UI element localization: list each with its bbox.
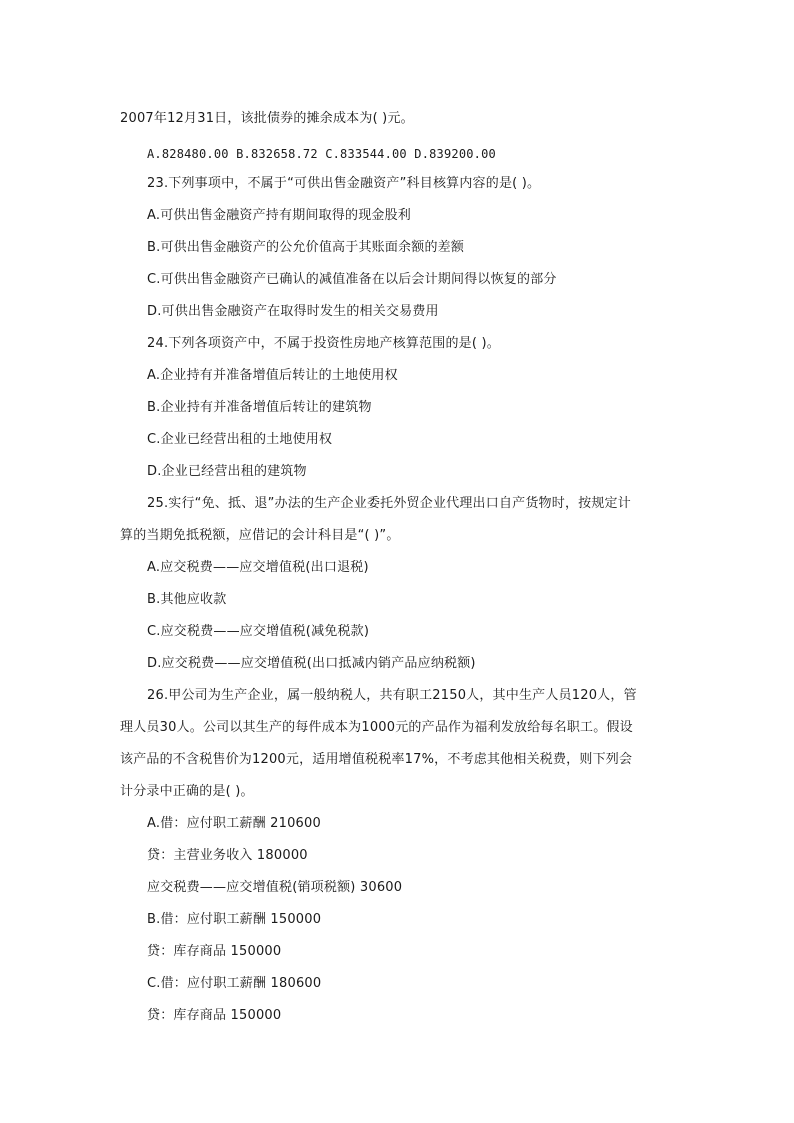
question-26-line-4: 计分录中正确的是( )。 <box>120 784 254 799</box>
option-24-b: B.企业持有并准备增值后转让的建筑物 <box>147 400 372 415</box>
option-25-d: D.应交税费——应交增值税(出口抵减内销产品应纳税额) <box>147 656 476 671</box>
question-25-line-2: 算的当期免抵税额，应借记的会计科目是“( )”。 <box>120 528 400 543</box>
option-24-c: C.企业已经营出租的土地使用权 <box>147 432 333 447</box>
option-26-a-credit-1: 贷：主营业务收入 180000 <box>147 848 308 863</box>
option-23-a: A.可供出售金融资产持有期间取得的现金股利 <box>147 208 411 223</box>
option-26-b-debit: B.借：应付职工薪酬 150000 <box>147 912 322 927</box>
option-25-a: A.应交税费——应交增值税(出口退税) <box>147 560 369 575</box>
option-26-c-credit: 贷：库存商品 150000 <box>147 1008 282 1023</box>
option-26-b-credit: 贷：库存商品 150000 <box>147 944 282 959</box>
option-26-a-debit: A.借：应付职工薪酬 210600 <box>147 816 321 831</box>
option-23-c: C.可供出售金融资产已确认的减值准备在以后会计期间得以恢复的部分 <box>147 272 557 287</box>
question-26-line-3: 该产品的不含税售价为1200元，适用增值税税率17%，不考虑其他相关税费，则下列会 <box>120 752 633 767</box>
option-26-a-credit-2: 应交税费——应交增值税(销项税额) 30600 <box>147 880 403 895</box>
question-26-line-1: 26.甲公司为生产企业，属一般纳税人，共有职工2150人，其中生产人员120人，管 <box>147 688 637 703</box>
option-24-a: A.企业持有并准备增值后转让的土地使用权 <box>147 368 398 383</box>
option-25-b: B.其他应收款 <box>147 592 227 607</box>
option-25-c: C.应交税费——应交增值税(减免税款) <box>147 624 370 639</box>
option-23-d: D.可供出售金融资产在取得时发生的相关交易费用 <box>147 304 439 319</box>
option-23-b: B.可供出售金融资产的公允价值高于其账面余额的差额 <box>147 240 465 255</box>
option-24-d: D.企业已经营出租的建筑物 <box>147 464 307 479</box>
question-25-line-1: 25.实行“免、抵、退”办法的生产企业委托外贸企业代理出口自产货物时，按规定计 <box>147 496 631 511</box>
question-24: 24.下列各项资产中，不属于投资性房地产核算范围的是( )。 <box>147 336 500 351</box>
option-26-c-debit: C.借：应付职工薪酬 180600 <box>147 976 322 991</box>
question-26-line-2: 理人员30人。公司以其生产的每件成本为1000元的产品作为福利发放给每名职工。假设 <box>120 720 633 735</box>
answer-choices-line: A.828480.00 B.832658.72 C.833544.00 D.839200.00 <box>147 147 496 161</box>
text-line-1: 2007年12月31日，该批债券的摊余成本为( )元。 <box>120 111 414 126</box>
question-23: 23.下列事项中，不属于“可供出售金融资产”科目核算内容的是( )。 <box>147 176 541 191</box>
